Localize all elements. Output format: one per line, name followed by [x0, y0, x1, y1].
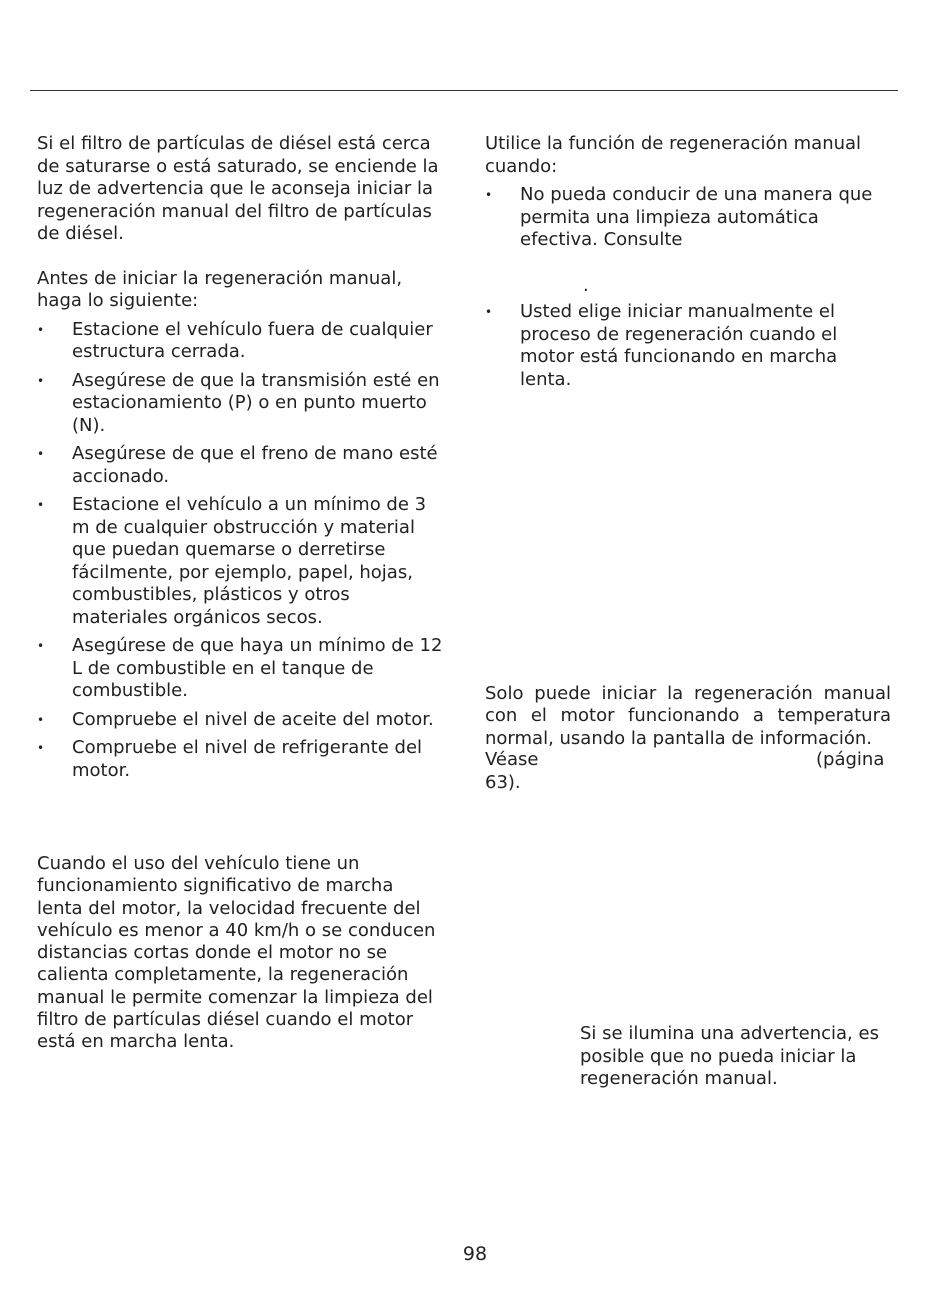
- list-item: • Usted elige iniciar manualmente el proceso de regeneración cuando el motor está funcionando en marcha lenta.: [485, 301, 891, 391]
- left-column: [37, 133, 443, 788]
- page-number: 98: [462, 1243, 488, 1265]
- right-column: [485, 133, 891, 252]
- reference-period: .: [583, 275, 589, 296]
- list-item: • Compruebe el nivel de aceite del motor.: [37, 709, 443, 732]
- intro-paragraph: Si el filtro de partículas de diésel está cerca de saturarse o está saturado, se enciende la luz de advertencia que le aconseja iniciar la regeneración manual del filtro de partículas de diésel.: [37, 133, 439, 244]
- list-item: • Compruebe el nivel de refrigerante del motor.: [37, 737, 443, 782]
- list-item: • Asegúrese de que haya un mínimo de 12 L de combustible en el tanque de combustible.: [37, 635, 443, 703]
- page-reference-open: (página: [816, 749, 885, 770]
- header-rule: [30, 90, 898, 91]
- see-reference-label: Véase: [485, 749, 539, 770]
- manual-regen-paragraph: Solo puede iniciar la regeneración manual con el motor funcionando a temperatura normal, usando la pantalla de información.: [485, 683, 891, 749]
- list-item: • Estacione el vehículo fuera de cualquier estructura cerrada.: [37, 319, 443, 364]
- list-item: [485, 184, 891, 252]
- when-list-continued: [485, 301, 891, 397]
- bullet-text: No pueda conducir de una manera que permita una limpieza automática efectiva. Consulte: [520, 184, 873, 250]
- when-list: [485, 184, 891, 252]
- page-reference-close: 63).: [485, 772, 521, 793]
- warning-note: Si se ilumina una advertencia, es posible que no pueda iniciar la regeneración manual.: [580, 1023, 879, 1089]
- list-item: • Estacione el vehículo a un mínimo de 3 m de cualquier obstrucción y material que puedan quemarse o derretirse fácilmente, por ejemplo, papel, hojas, combustibles, plásticos y otros materiales orgánicos secos.: [37, 494, 443, 629]
- before-start-paragraph: Antes de iniciar la regeneración manual, haga lo siguiente:: [37, 267, 403, 311]
- list-item: • Asegúrese de que la transmisión esté en estacionamiento (P) o en punto muerto (N).: [37, 370, 443, 438]
- list-item: • Asegúrese de que el freno de mano esté accionado.: [37, 443, 443, 488]
- usage-paragraph: Cuando el uso del vehículo tiene un funcionamiento significativo de marcha lenta del motor, la velocidad frecuente del vehículo es menor a 40 km/h o se conducen distancias cortas donde el motor no se calienta completamente, la regeneración manual le permite comenzar la limpieza del filtro de partículas diésel cuando el motor está en marcha lenta.: [37, 853, 436, 1053]
- preparation-list: [37, 319, 443, 783]
- when-intro-paragraph: Utilice la función de regeneración manual cuando:: [485, 133, 862, 177]
